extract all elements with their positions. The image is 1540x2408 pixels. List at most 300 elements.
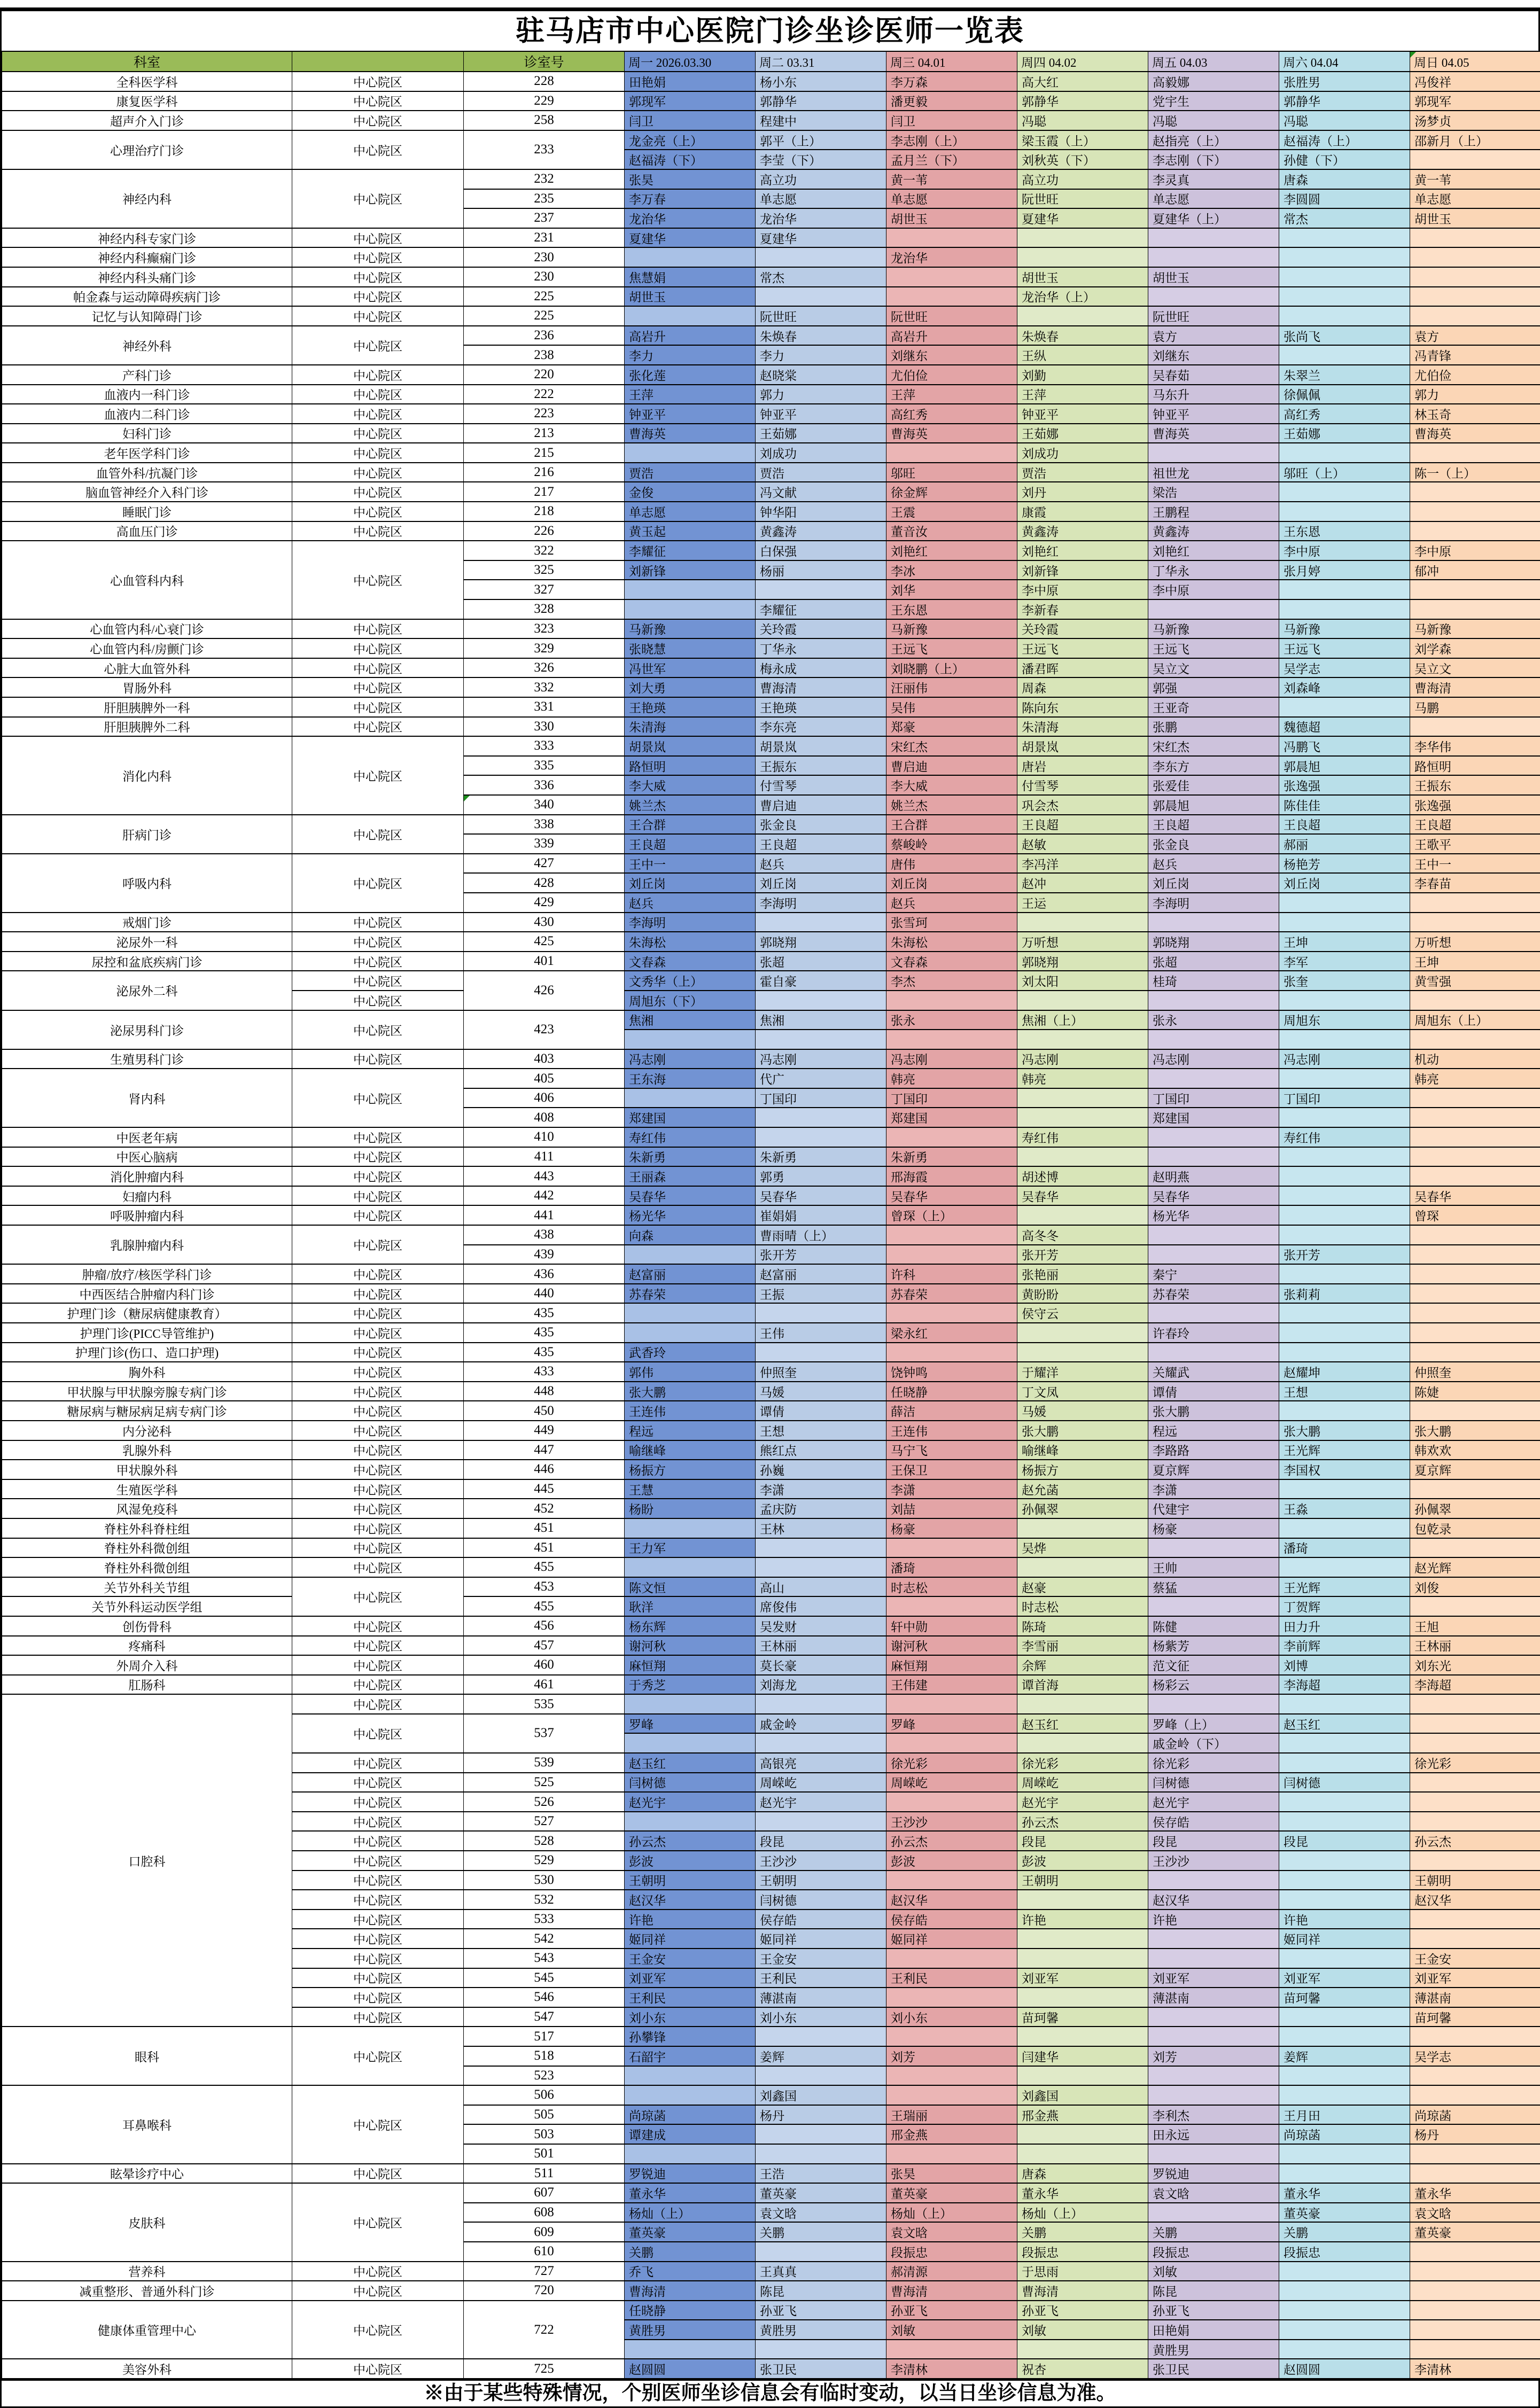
schedule-cell: 赵指亮（上） — [1148, 130, 1279, 150]
schedule-cell — [625, 1557, 756, 1577]
schedule-cell: 赵圆圆 — [625, 2359, 756, 2379]
schedule-cell: 桂琦 — [1148, 971, 1279, 991]
schedule-cell: 孙巍 — [756, 1460, 886, 1479]
schedule-cell — [1279, 893, 1410, 913]
room-cell: 441 — [464, 1205, 625, 1225]
schedule-cell: 张鹏 — [1148, 717, 1279, 737]
schedule-cell: 王想 — [1279, 1382, 1410, 1401]
schedule-cell: 刘太阳 — [1017, 971, 1148, 991]
schedule-cell: 尚琼菡 — [1410, 2105, 1540, 2125]
department-cell: 乳腺外科 — [2, 1440, 292, 1460]
schedule-cell: 李万春 — [625, 189, 756, 209]
schedule-cell: 朱新勇 — [625, 1147, 756, 1167]
schedule-cell: 马媛 — [1017, 1401, 1148, 1421]
table-row — [2, 1225, 1540, 1245]
schedule-cell: 许艳 — [1017, 1910, 1148, 1929]
schedule-cell: 田艳娟 — [625, 72, 756, 91]
schedule-cell: 张金良 — [1148, 834, 1279, 854]
table-row — [2, 1186, 1540, 1206]
schedule-cell — [1148, 247, 1279, 267]
schedule-cell: 苗珂馨 — [1410, 2007, 1540, 2027]
schedule-table — [2, 51, 1540, 2379]
schedule-cell — [1148, 1147, 1279, 1167]
schedule-cell — [625, 443, 756, 463]
schedule-cell: 杨灿（上） — [625, 2203, 756, 2223]
schedule-cell: 于思雨 — [1017, 2262, 1148, 2281]
schedule-cell: 吴春茹 — [1148, 365, 1279, 385]
table-row — [2, 2301, 1540, 2320]
schedule-cell — [886, 2340, 1017, 2359]
room-cell: 225 — [464, 306, 625, 326]
campus-cell: 中心院区 — [292, 1264, 464, 1284]
schedule-cell: 薛洁 — [886, 1401, 1017, 1421]
schedule-cell — [1279, 1733, 1410, 1753]
room-cell: 410 — [464, 1127, 625, 1147]
table-row — [2, 385, 1540, 404]
schedule-cell: 赵汉华 — [625, 1890, 756, 1910]
schedule-cell: 陈佳佳 — [1279, 795, 1410, 815]
schedule-cell — [756, 1694, 886, 1714]
schedule-cell: 杨豪 — [1148, 1518, 1279, 1538]
schedule-cell — [1279, 2027, 1410, 2046]
schedule-cell: 张开芳 — [1279, 1245, 1410, 1265]
schedule-cell: 李大威 — [625, 775, 756, 795]
schedule-cell: 文春森 — [625, 952, 756, 971]
table-row — [2, 2085, 1540, 2105]
department-cell: 肿瘤/放疗/核医学科门诊 — [2, 1264, 292, 1284]
schedule-cell — [1148, 1303, 1279, 1323]
room-cell: 428 — [464, 873, 625, 893]
room-cell: 451 — [464, 1538, 625, 1558]
schedule-cell: 田艳娟 — [1148, 2320, 1279, 2340]
schedule-cell: 王浩 — [756, 2164, 886, 2184]
schedule-cell: 马宁飞 — [886, 1440, 1017, 1460]
schedule-cell — [1017, 1733, 1148, 1753]
schedule-cell: 刘亚军 — [1017, 1968, 1148, 1988]
schedule-cell: 孙亚飞 — [1148, 2301, 1279, 2320]
schedule-cell: 代建宇 — [1148, 1499, 1279, 1518]
schedule-cell: 龙治华 — [625, 208, 756, 228]
schedule-cell: 王林丽 — [756, 1636, 886, 1656]
schedule-cell: 赵玉红 — [1279, 1714, 1410, 1734]
room-cell: 215 — [464, 443, 625, 463]
schedule-cell — [1410, 1714, 1540, 1734]
schedule-cell: 李力 — [625, 345, 756, 365]
schedule-cell: 戚金岭（下） — [1148, 1733, 1279, 1753]
schedule-cell — [1279, 1851, 1410, 1871]
schedule-cell: 李灵真 — [1148, 169, 1279, 189]
schedule-cell: 钟亚平 — [1148, 404, 1279, 424]
schedule-cell: 刘亚军 — [1148, 1968, 1279, 1988]
campus-cell: 中心院区 — [292, 1557, 464, 1577]
schedule-cell: 王良超 — [1279, 815, 1410, 835]
schedule-cell — [1410, 2340, 1540, 2359]
table-row — [2, 1401, 1540, 1421]
department-cell: 皮肤科 — [2, 2183, 292, 2261]
schedule-cell: 张金良 — [756, 815, 886, 835]
schedule-cell: 董永华 — [625, 2183, 756, 2203]
schedule-cell: 冯世军 — [625, 658, 756, 678]
schedule-cell — [1279, 1303, 1410, 1323]
schedule-cell: 苗珂馨 — [1017, 2007, 1148, 2027]
schedule-cell: 韩欢欢 — [1410, 1440, 1540, 1460]
room-cell: 542 — [464, 1929, 625, 1949]
schedule-cell: 阮世旺 — [886, 306, 1017, 326]
room-cell: 230 — [464, 267, 625, 287]
schedule-cell: 高岩升 — [886, 326, 1017, 346]
schedule-cell: 吴春华 — [625, 1186, 756, 1206]
column-header — [292, 51, 464, 72]
schedule-cell — [1017, 913, 1148, 932]
schedule-cell: 吴春华 — [1148, 1186, 1279, 1206]
schedule-cell: 王伟建 — [886, 1675, 1017, 1695]
schedule-cell: 唐岩 — [1017, 756, 1148, 776]
schedule-cell — [1410, 1910, 1540, 1929]
schedule-cell: 李海明 — [756, 893, 886, 913]
schedule-cell: 丁国印 — [1279, 1088, 1410, 1108]
schedule-cell: 曾琛 — [1410, 1205, 1540, 1225]
schedule-cell — [886, 1343, 1017, 1362]
schedule-cell: 贾浩 — [756, 463, 886, 482]
schedule-cell — [1279, 2007, 1410, 2027]
department-cell: 超声介入门诊 — [2, 111, 292, 130]
schedule-cell — [1279, 2164, 1410, 2184]
schedule-cell: 朱焕春 — [756, 326, 886, 346]
room-cell: 228 — [464, 72, 625, 91]
schedule-cell: 韩亮 — [1410, 1069, 1540, 1088]
schedule-cell — [886, 1538, 1017, 1558]
campus-cell: 中心院区 — [292, 1890, 464, 1910]
schedule-cell: 郭晓翔 — [1017, 952, 1148, 971]
campus-cell: 中心院区 — [292, 2007, 464, 2027]
schedule-cell: 常杰 — [1279, 208, 1410, 228]
schedule-cell: 仲照奎 — [1410, 1362, 1540, 1382]
schedule-cell: 贾浩 — [1017, 463, 1148, 482]
schedule-cell: 苏春荣 — [625, 1284, 756, 1304]
schedule-cell: 段振忠 — [1017, 2242, 1148, 2262]
schedule-cell: 刘学森 — [1410, 638, 1540, 658]
schedule-cell — [756, 1812, 886, 1832]
schedule-cell: 徐金辉 — [886, 482, 1017, 502]
schedule-cell — [1410, 1733, 1540, 1753]
schedule-cell: 朱海松 — [886, 932, 1017, 952]
room-cell: 225 — [464, 287, 625, 307]
schedule-cell — [1279, 2301, 1410, 2320]
schedule-cell — [1017, 1694, 1148, 1714]
schedule-cell: 刘小东 — [886, 2007, 1017, 2027]
schedule-cell: 段昆 — [1148, 1831, 1279, 1851]
schedule-cell: 董英豪 — [625, 2222, 756, 2242]
schedule-cell: 夏建华 — [1017, 208, 1148, 228]
schedule-cell: 王想 — [756, 1421, 886, 1440]
department-cell: 美容外科 — [2, 2359, 292, 2379]
room-cell: 609 — [464, 2222, 625, 2242]
schedule-cell: 袁文晗 — [1148, 2183, 1279, 2203]
schedule-cell: 刘亚军 — [625, 1968, 756, 1988]
schedule-cell: 王丽森 — [625, 1166, 756, 1186]
campus-cell: 中心院区 — [292, 2085, 464, 2163]
schedule-cell: 朱清海 — [1017, 717, 1148, 737]
table-row — [2, 521, 1540, 541]
room-cell: 547 — [464, 2007, 625, 2027]
schedule-cell: 黄盼盼 — [1017, 1284, 1148, 1304]
schedule-cell: 马新豫 — [886, 619, 1017, 639]
schedule-cell: 张艳丽 — [1017, 1264, 1148, 1284]
table-row — [2, 2359, 1540, 2379]
table-row — [2, 1694, 1540, 1714]
campus-cell: 中心院区 — [292, 1284, 464, 1304]
campus-cell: 中心院区 — [292, 463, 464, 482]
schedule-cell: 刘敏 — [1148, 2262, 1279, 2281]
schedule-cell: 刘丘岗 — [886, 873, 1017, 893]
campus-cell: 中心院区 — [292, 2262, 464, 2281]
schedule-cell: 党宇生 — [1148, 91, 1279, 111]
room-cell: 539 — [464, 1753, 625, 1773]
schedule-cell: 程远 — [1148, 1421, 1279, 1440]
campus-cell: 中心院区 — [292, 287, 464, 307]
schedule-cell: 王坤 — [1410, 952, 1540, 971]
schedule-cell: 胡景岚 — [1017, 736, 1148, 756]
schedule-cell: 王萍 — [1017, 385, 1148, 404]
schedule-cell: 马新豫 — [1148, 619, 1279, 639]
schedule-cell: 马新豫 — [1279, 619, 1410, 639]
schedule-cell: 张晓慧 — [625, 638, 756, 658]
schedule-cell: 于秀芝 — [625, 1675, 756, 1695]
schedule-cell: 黄一苇 — [1410, 169, 1540, 189]
schedule-cell — [1148, 2203, 1279, 2223]
department-cell: 肝胆胰脾外二科 — [2, 717, 292, 737]
schedule-cell: 付雪琴 — [1017, 775, 1148, 795]
schedule-cell — [1279, 1812, 1410, 1832]
campus-cell: 中心院区 — [292, 267, 464, 287]
schedule-cell: 刘森峰 — [1279, 677, 1410, 697]
table-row — [2, 482, 1540, 502]
campus-cell: 中心院区 — [292, 1499, 464, 1518]
room-cell: 326 — [464, 658, 625, 678]
schedule-cell: 郭静华 — [1017, 91, 1148, 111]
schedule-cell: 谢河秋 — [886, 1636, 1017, 1656]
schedule-cell: 仲照奎 — [756, 1362, 886, 1382]
schedule-cell: 王萍 — [625, 385, 756, 404]
schedule-cell — [1279, 1069, 1410, 1088]
schedule-cell: 梁永红 — [886, 1323, 1017, 1343]
schedule-cell: 郁冲 — [1410, 560, 1540, 580]
department-cell: 康复医学科 — [2, 91, 292, 111]
department-cell: 泌尿外二科 — [2, 971, 292, 1010]
schedule-cell: 郭晨旭 — [1148, 795, 1279, 815]
page-title: 驻马店市中心医院门诊坐诊医师一览表 — [2, 11, 1538, 51]
department-cell: 泌尿男科门诊 — [2, 1010, 292, 1049]
campus-cell: 中心院区 — [292, 697, 464, 717]
room-cell: 532 — [464, 1890, 625, 1910]
table-row — [2, 932, 1540, 952]
schedule-cell: 郭伟 — [625, 1362, 756, 1382]
schedule-cell: 梁玉霞（上） — [1017, 130, 1148, 150]
schedule-cell — [1279, 1030, 1410, 1049]
schedule-cell: 曹启迪 — [886, 756, 1017, 776]
schedule-cell: 喻继峰 — [625, 1440, 756, 1460]
schedule-cell — [1279, 1753, 1410, 1773]
schedule-cell: 范文征 — [1148, 1655, 1279, 1675]
campus-cell: 中心院区 — [292, 404, 464, 424]
schedule-cell: 王慧 — [625, 1479, 756, 1499]
schedule-cell: 杨小东 — [756, 72, 886, 91]
campus-cell: 中心院区 — [292, 2301, 464, 2359]
schedule-cell: 李中原 — [1279, 541, 1410, 560]
schedule-cell: 赵福涛（下） — [625, 150, 756, 169]
schedule-cell — [1017, 247, 1148, 267]
campus-cell: 中心院区 — [292, 1225, 464, 1264]
room-cell: 327 — [464, 580, 625, 599]
room-cell: 610 — [464, 2242, 625, 2262]
campus-cell: 中心院区 — [292, 2281, 464, 2301]
campus-cell: 中心院区 — [292, 443, 464, 463]
schedule-cell: 王远飞 — [1017, 638, 1148, 658]
schedule-cell — [1148, 991, 1279, 1010]
schedule-cell: 许春玲 — [1148, 1323, 1279, 1343]
schedule-cell: 机动 — [1410, 1049, 1540, 1069]
schedule-cell: 郝丽 — [1279, 834, 1410, 854]
schedule-cell: 戚金岭 — [756, 1714, 886, 1734]
schedule-cell — [625, 599, 756, 619]
schedule-cell: 赵福涛（上） — [1279, 130, 1410, 150]
table-row — [2, 697, 1540, 717]
campus-cell: 中心院区 — [292, 1831, 464, 1851]
schedule-cell: 李路路 — [1148, 1440, 1279, 1460]
schedule-cell: 曾琛（上） — [886, 1205, 1017, 1225]
schedule-cell: 高红秀 — [1279, 404, 1410, 424]
schedule-cell: 王坤 — [1279, 932, 1410, 952]
schedule-cell: 彭波 — [1017, 1851, 1148, 1871]
schedule-cell — [1017, 1518, 1148, 1538]
schedule-cell — [1279, 502, 1410, 521]
room-cell: 451 — [464, 1518, 625, 1538]
schedule-cell: 曹海清 — [1410, 677, 1540, 697]
schedule-cell: 刘喆 — [886, 1499, 1017, 1518]
schedule-cell: 李冰 — [886, 560, 1017, 580]
schedule-cell: 闫树德 — [1148, 1773, 1279, 1793]
campus-cell: 中心院区 — [292, 717, 464, 737]
schedule-cell — [1148, 1225, 1279, 1245]
schedule-cell — [886, 1127, 1017, 1147]
schedule-cell: 王合群 — [625, 815, 756, 835]
room-cell: 220 — [464, 365, 625, 385]
schedule-cell: 周嵘屹 — [886, 1773, 1017, 1793]
day-column-header: 周三 04.01 — [886, 51, 1017, 72]
campus-cell: 中心院区 — [292, 1577, 464, 1616]
room-cell: 226 — [464, 521, 625, 541]
room-cell: 608 — [464, 2203, 625, 2223]
schedule-cell: 谭建成 — [625, 2124, 756, 2144]
department-cell: 胃肠外科 — [2, 677, 292, 697]
schedule-cell: 胡述博 — [1017, 1166, 1148, 1186]
schedule-cell — [1279, 1518, 1410, 1538]
table-row — [2, 1284, 1540, 1304]
table-row — [2, 1421, 1540, 1440]
schedule-cell: 董英豪 — [756, 2183, 886, 2203]
schedule-cell: 刘海龙 — [756, 1675, 886, 1695]
schedule-cell: 吴学志 — [1279, 658, 1410, 678]
schedule-cell: 单志愿 — [1410, 189, 1540, 209]
schedule-cell — [625, 2340, 756, 2359]
schedule-cell: 冯志刚 — [886, 1049, 1017, 1069]
campus-cell: 中心院区 — [292, 521, 464, 541]
room-cell: 446 — [464, 1460, 625, 1479]
schedule-cell — [756, 991, 886, 1010]
room-cell: 501 — [464, 2144, 625, 2164]
campus-cell: 中心院区 — [292, 971, 464, 991]
schedule-cell: 王朝明 — [756, 1871, 886, 1890]
schedule-cell — [886, 1030, 1017, 1049]
schedule-cell: 杨丹 — [756, 2105, 886, 2125]
room-cell: 430 — [464, 913, 625, 932]
schedule-cell: 孟庆防 — [756, 1499, 886, 1518]
schedule-cell: 冯志刚 — [1148, 1049, 1279, 1069]
schedule-cell: 余辉 — [1017, 1655, 1148, 1675]
schedule-cell: 田永远 — [1148, 2124, 1279, 2144]
schedule-cell — [1148, 2007, 1279, 2027]
schedule-cell: 杨灿（上） — [886, 2203, 1017, 2223]
schedule-cell: 孙云杰 — [886, 1831, 1017, 1851]
schedule-cell: 刘丘岗 — [625, 873, 756, 893]
schedule-cell: 路恒明 — [625, 756, 756, 776]
schedule-cell: 饶钟鸣 — [886, 1362, 1017, 1382]
schedule-cell: 孙佩翠 — [1410, 1499, 1540, 1518]
schedule-cell — [625, 1733, 756, 1753]
schedule-cell: 王茹娜 — [756, 424, 886, 443]
schedule-cell: 王良超 — [1017, 815, 1148, 835]
schedule-cell: 耿洋 — [625, 1596, 756, 1616]
campus-cell: 中心院区 — [292, 326, 464, 365]
table-row — [2, 267, 1540, 287]
schedule-cell — [1279, 2340, 1410, 2359]
room-cell: 333 — [464, 736, 625, 756]
schedule-cell — [1017, 2124, 1148, 2144]
schedule-cell: 赵兵 — [625, 893, 756, 913]
schedule-cell — [1148, 1343, 1279, 1362]
schedule-cell — [1279, 1343, 1410, 1362]
schedule-cell — [1410, 1108, 1540, 1127]
schedule-cell — [756, 1303, 886, 1323]
schedule-cell: 丁华永 — [1148, 560, 1279, 580]
schedule-cell — [756, 1557, 886, 1577]
department-cell: 脑血管神经介入科门诊 — [2, 482, 292, 502]
schedule-cell: 王瑞丽 — [886, 2105, 1017, 2125]
schedule-cell — [886, 1225, 1017, 1245]
room-cell: 336 — [464, 775, 625, 795]
campus-cell: 中心院区 — [292, 815, 464, 854]
room-cell: 427 — [464, 854, 625, 874]
schedule-cell — [1148, 1596, 1279, 1616]
schedule-cell: 夏建华 — [756, 228, 886, 248]
schedule-cell: 付雪琴 — [756, 775, 886, 795]
schedule-cell: 侯存皓 — [756, 1910, 886, 1929]
schedule-cell: 刘新锋 — [1017, 560, 1148, 580]
schedule-cell — [1279, 2066, 1410, 2086]
department-cell: 呼吸肿瘤内科 — [2, 1205, 292, 1225]
room-cell: 426 — [464, 971, 625, 1010]
room-cell: 722 — [464, 2301, 625, 2359]
schedule-cell: 潘更毅 — [886, 91, 1017, 111]
schedule-cell — [1148, 287, 1279, 307]
schedule-cell: 焦湘（上） — [1017, 1010, 1148, 1030]
room-cell: 725 — [464, 2359, 625, 2379]
table-row — [2, 2262, 1540, 2281]
campus-cell: 中心院区 — [292, 72, 464, 91]
schedule-cell: 王利民 — [625, 1988, 756, 2007]
schedule-cell: 文秀华（上） — [625, 971, 756, 991]
table-row — [2, 463, 1540, 482]
